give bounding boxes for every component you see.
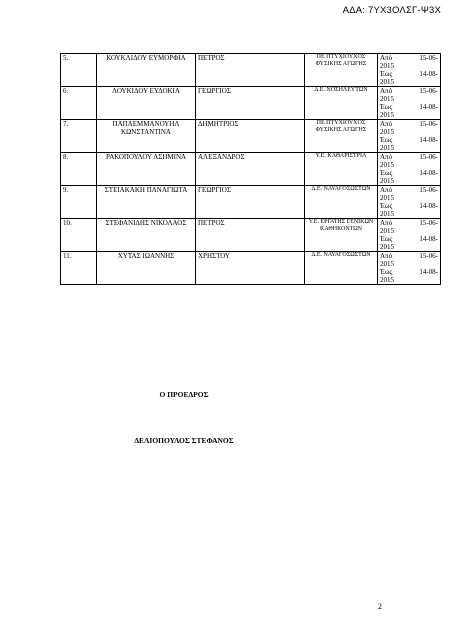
specialty: Υ.Ε. ΕΡΓΑΤΗΣ ΓΕΝΙΚΩΝ ΚΑΘΗΚΟΝΤΩΝ <box>305 219 378 252</box>
row-number: 5. <box>61 54 97 87</box>
table-row <box>61 54 441 87</box>
row-number: 9. <box>61 186 97 219</box>
page-number: 2 <box>378 602 382 611</box>
to-label: Έως <box>380 103 393 111</box>
from-year: 2015 <box>380 227 394 235</box>
to-date: 14-08- <box>419 136 438 144</box>
from-label: Από <box>380 120 393 128</box>
employment-period <box>378 87 441 120</box>
specialty: Υ.Ε. ΚΑΘΑΡΙΣΤΡΙΑ <box>305 153 378 186</box>
to-label: Έως <box>380 235 393 243</box>
to-date: 14-08- <box>419 268 438 276</box>
from-date: 15-06- <box>419 252 438 260</box>
employment-period <box>378 186 441 219</box>
table-row <box>61 219 441 252</box>
to-label: Έως <box>380 268 393 276</box>
row-number: 6. <box>61 87 97 120</box>
from-year: 2015 <box>380 194 394 202</box>
from-label: Από <box>380 54 393 62</box>
signature-name: ΔΕΛΙΟΠΟΥΛΟΣ ΣΤΕΦΑΝΟΣ <box>134 436 234 445</box>
table-row <box>61 87 441 120</box>
table-row <box>61 186 441 219</box>
employee-name: ΧΥΤΑΣ ΙΩΑΝΝΗΣ <box>97 252 196 285</box>
to-date: 14-08- <box>419 202 438 210</box>
specialty: ΠΕ ΠΤΥΧΙΟΥΧΟΣ ΦΥΣΙΚΗΣ ΑΓΩΓΗΣ <box>305 120 378 153</box>
from-label: Από <box>380 153 393 161</box>
to-year: 2015 <box>380 144 394 152</box>
from-date: 15-06- <box>419 219 438 227</box>
from-date: 15-06- <box>419 120 438 128</box>
row-number: 11. <box>61 252 97 285</box>
employee-name: ΠΑΠΑΕΜΜΑΝΟΥΗΛ ΚΩΝΣΤΑΝΤΙΝΑ <box>97 120 196 153</box>
from-label: Από <box>380 219 393 227</box>
specialty: Δ.Ε. ΝΟΣΗΛΕΥΤΩΝ <box>305 87 378 120</box>
employee-name: ΡΑΚΟΠΟΥΛΟΥ ΑΣΗΜΙΝΑ <box>97 153 196 186</box>
table-row <box>61 153 441 186</box>
employee-name: ΣΤΕΦΑΝΙΔΗΣ ΝΙΚΟΛΑΟΣ <box>97 219 196 252</box>
employee-name: ΚΟΥΚΛΙΔΟΥ ΕΥΜΟΡΦΙΑ <box>97 54 196 87</box>
father-name: ΓΕΩΡΓΙΟΣ <box>196 87 305 120</box>
to-date: 14-08- <box>419 235 438 243</box>
employee-name: ΛΟΥΚΙΔΟΥ ΕΥΔΟΚΙΑ <box>97 87 196 120</box>
from-year: 2015 <box>380 161 394 169</box>
employment-period <box>378 153 441 186</box>
signature-title: Ο ΠΡΟΕΔΡΟΣ <box>159 390 209 399</box>
from-date: 15-06- <box>419 186 438 194</box>
specialty: Δ.Ε. ΝΑΥΑΓΟΣΩΣΤΩΝ <box>305 252 378 285</box>
from-date: 15-06- <box>419 153 438 161</box>
to-year: 2015 <box>380 276 394 284</box>
from-year: 2015 <box>380 128 394 136</box>
from-year: 2015 <box>380 62 394 70</box>
from-year: 2015 <box>380 260 394 268</box>
employment-period <box>378 252 441 285</box>
from-label: Από <box>380 186 393 194</box>
father-name: ΧΡΗΣΤΟΥ <box>196 252 305 285</box>
to-date: 14-08- <box>419 169 438 177</box>
to-label: Έως <box>380 169 393 177</box>
to-year: 2015 <box>380 210 394 218</box>
row-number: 10. <box>61 219 97 252</box>
father-name: ΠΕΤΡΟΣ <box>196 219 305 252</box>
specialty: Δ.Ε. ΝΑΥΑΓΟΣΩΣΤΩΝ <box>305 186 378 219</box>
from-date: 15-06- <box>419 54 438 62</box>
from-label: Από <box>380 87 393 95</box>
employment-period <box>378 54 441 87</box>
to-year: 2015 <box>380 243 394 251</box>
to-year: 2015 <box>380 177 394 185</box>
employee-name: ΣΤΕΙΑΚΑΚΗ ΠΑΝΑΓΙΩΤΑ <box>97 186 196 219</box>
row-number: 7. <box>61 120 97 153</box>
to-year: 2015 <box>380 78 394 86</box>
father-name: ΠΕΤΡΟΣ <box>196 54 305 87</box>
staff-table-body <box>61 54 441 285</box>
father-name: ΑΛΕΞΑΝΔΡΟΣ <box>196 153 305 186</box>
specialty: ΠΕ ΠΤΥΧΙΟΥΧΟΣ ΦΥΣΙΚΗΣ ΑΓΩΓΗΣ <box>305 54 378 87</box>
to-label: Έως <box>380 70 393 78</box>
employment-period <box>378 120 441 153</box>
to-label: Έως <box>380 136 393 144</box>
row-number: 8. <box>61 153 97 186</box>
table-row <box>61 120 441 153</box>
father-name: ΔΗΜΗΤΡΙΟΣ <box>196 120 305 153</box>
to-year: 2015 <box>380 111 394 119</box>
ada-code: ΑΔΑ: 7ΥΧ3ΟΛΣΓ-Ψ3Χ <box>342 5 441 16</box>
from-label: Από <box>380 252 393 260</box>
employment-period <box>378 219 441 252</box>
to-date: 14-08- <box>419 70 438 78</box>
from-date: 15-06- <box>419 87 438 95</box>
table-row <box>61 252 441 285</box>
staff-table <box>60 53 441 285</box>
to-label: Έως <box>380 202 393 210</box>
to-date: 14-08- <box>419 103 438 111</box>
father-name: ΓΕΩΡΓΙΟΣ <box>196 186 305 219</box>
from-year: 2015 <box>380 95 394 103</box>
